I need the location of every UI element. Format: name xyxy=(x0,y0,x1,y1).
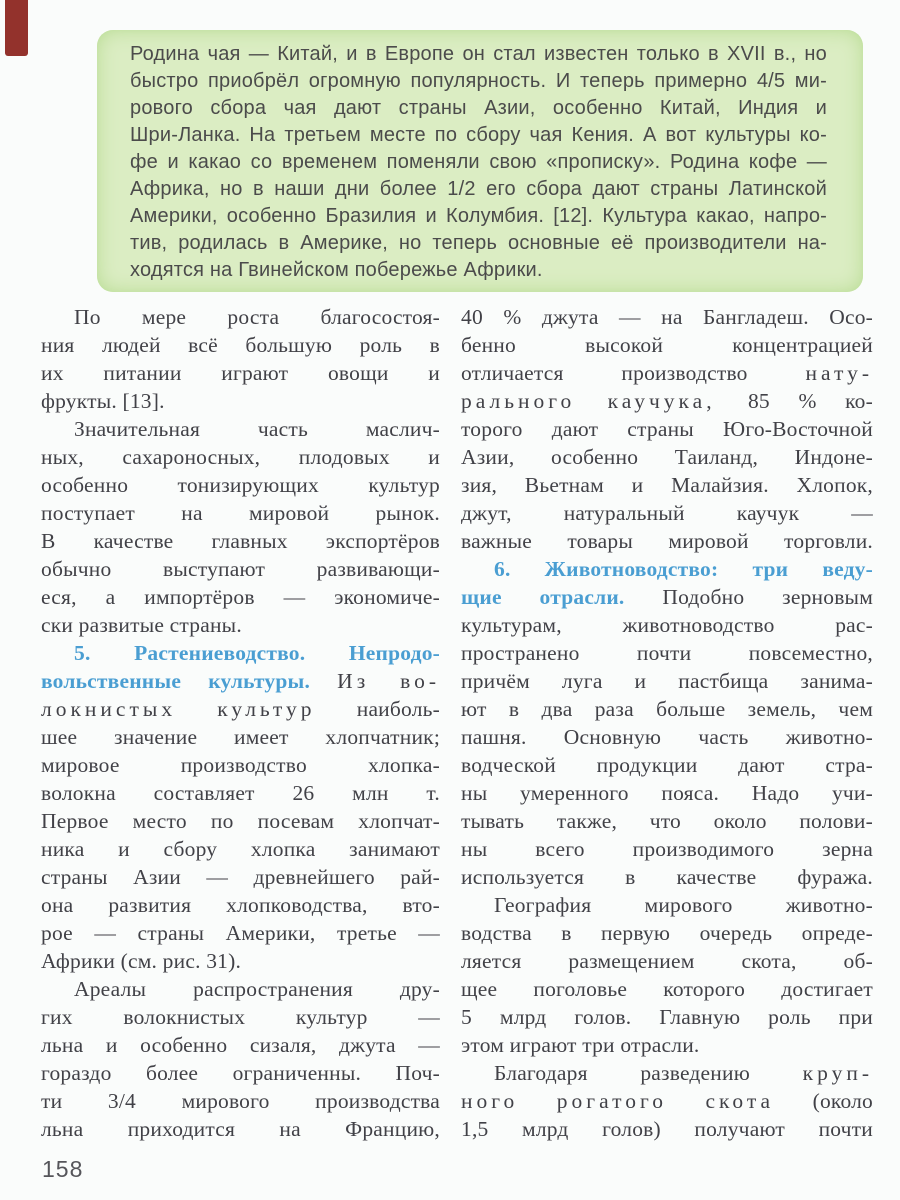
heading-text: щие отрасли. xyxy=(461,585,663,609)
body-text: мировое производство хлопка- xyxy=(41,753,440,777)
body-text: География мирового животно- xyxy=(494,893,873,917)
body-text: фрукты. [13]. xyxy=(41,389,165,413)
text-line xyxy=(461,1031,873,1059)
body-text: Африки (см. рис. 31). xyxy=(41,949,242,973)
text-line xyxy=(41,359,440,387)
text-line xyxy=(41,1059,440,1087)
right-column xyxy=(461,303,873,1143)
text-line xyxy=(41,387,440,415)
text-line xyxy=(461,443,873,471)
text-line xyxy=(41,835,440,863)
body-text: ника и сбору хлопка занимают xyxy=(41,837,440,861)
body-text: важные товары мировой торговли. xyxy=(461,529,873,553)
body-text: ных, сахароносных, плодовых и xyxy=(41,445,440,469)
body-text: торого дают страны Юго-Восточной xyxy=(461,417,873,441)
text-line xyxy=(130,176,827,203)
text-line xyxy=(461,611,873,639)
body-text: она развития хлопководства, вто- xyxy=(41,893,440,917)
body-text: тывать также, что около полови- xyxy=(461,809,873,833)
text-line xyxy=(130,95,827,122)
text-line xyxy=(41,499,440,527)
text-line xyxy=(130,68,827,95)
body-text: Африка, но в наши дни более 1/2 его сбора дают страны Латинской xyxy=(130,178,827,200)
body-text: 40 % джута — на Бангладеш. Осо- xyxy=(461,305,873,329)
body-text: обычно выступают развивающи- xyxy=(41,557,440,581)
body-text: В качестве главных экспортёров xyxy=(41,529,440,553)
text-line xyxy=(461,863,873,891)
body-text: отличается производство xyxy=(461,361,806,385)
body-text: поступает на мировой рынок. xyxy=(41,501,440,525)
body-text: их питании играют овощи и xyxy=(41,361,440,385)
text-line xyxy=(41,1115,440,1143)
body-text: водства в первую очередь опреде- xyxy=(461,921,873,945)
text-line xyxy=(461,751,873,779)
body-text: шее значение имеет хлопчатник; xyxy=(41,725,440,749)
body-text: рового сбора чая дают страны Азии, особенно Китай, Индия и xyxy=(130,97,827,119)
body-text: Шри-Ланка. На третьем месте по сбору чая Кения. А вот культуры ко- xyxy=(130,124,827,146)
text-line xyxy=(41,779,440,807)
body-text: гих волокнистых культур — xyxy=(41,1005,440,1029)
emphasized-text: круп- xyxy=(802,1061,873,1085)
body-text: щее поголовье которого достигает xyxy=(461,977,873,1001)
left-column xyxy=(41,303,440,1143)
body-text: фе и какао со временем поменяли свою «прописку». Родина кофе — xyxy=(130,151,827,173)
body-text: Ареалы распространения дру- xyxy=(74,977,440,1001)
body-text: 85 % ко- xyxy=(747,389,873,413)
text-line xyxy=(461,331,873,359)
text-line xyxy=(461,527,873,555)
body-text: Значительная часть маслич- xyxy=(74,417,440,441)
body-text: ски развитые страны. xyxy=(41,613,242,637)
section-heading-line xyxy=(461,555,873,583)
text-line xyxy=(461,359,873,387)
section-heading-line xyxy=(461,583,873,611)
text-line xyxy=(130,149,827,176)
text-line xyxy=(41,863,440,891)
body-text: быстро приобрёл огромную популярность. И теперь примерно 4/5 ми- xyxy=(130,70,827,92)
info-box xyxy=(97,30,863,292)
body-text: ют в два раза больше земель, чем xyxy=(461,697,873,721)
text-line xyxy=(461,1115,873,1143)
text-line xyxy=(461,1087,873,1115)
body-text: еся, а импортёров — экономиче- xyxy=(41,585,440,609)
text-line xyxy=(461,499,873,527)
text-line xyxy=(41,695,440,723)
body-text: Первое место по посевам хлопчат- xyxy=(41,809,440,833)
text-line xyxy=(41,807,440,835)
text-line xyxy=(461,1003,873,1031)
text-line xyxy=(41,415,440,443)
body-text: пашня. Основную часть животно- xyxy=(461,725,873,749)
text-line xyxy=(461,639,873,667)
body-text: Родина чая — Китай, и в Европе он стал известен только в XVII в., но xyxy=(130,43,827,65)
body-text: бенно высокой концентрацией xyxy=(461,333,873,357)
body-text: ляется размещением скота, об- xyxy=(461,949,873,973)
body-text: льна и особенно сизаля, джута — xyxy=(41,1033,440,1057)
text-line xyxy=(41,1087,440,1115)
text-line xyxy=(41,751,440,779)
body-text: культурам, животноводство рас- xyxy=(461,613,873,637)
body-text: 5 млрд голов. Главную роль при xyxy=(461,1005,873,1029)
body-text: ны умеренного пояса. Надо учи- xyxy=(461,781,873,805)
text-line xyxy=(41,891,440,919)
text-line xyxy=(461,891,873,919)
emphasized-text: ного рогатого скота xyxy=(461,1089,813,1113)
emphasized-text: локнистых культур xyxy=(41,697,357,721)
body-text: особенно тонизирующих культур xyxy=(41,473,440,497)
text-line xyxy=(461,975,873,1003)
text-line xyxy=(41,471,440,499)
body-text: используется в качестве фуража. xyxy=(461,865,873,889)
text-line xyxy=(461,723,873,751)
text-line xyxy=(461,471,873,499)
emphasized-text: нату- xyxy=(805,361,873,385)
body-text: причём луга и пастбища занима- xyxy=(461,669,873,693)
text-line xyxy=(461,919,873,947)
body-text: Благодаря разведению xyxy=(494,1061,803,1085)
text-line xyxy=(461,779,873,807)
body-text: страны Азии — древнейшего рай- xyxy=(41,865,440,889)
text-line xyxy=(461,1059,873,1087)
red-bookmark xyxy=(5,0,28,56)
text-line xyxy=(130,203,827,230)
text-line xyxy=(41,611,440,639)
text-line xyxy=(41,303,440,331)
body-text: рое — страны Америки, третье — xyxy=(41,921,440,945)
page-number: 158 xyxy=(42,1156,84,1182)
body-text: ны всего производимого зерна xyxy=(461,837,873,861)
text-line xyxy=(41,527,440,555)
body-text: Америки, особенно Бразилия и Колумбия. [12]. Культура какао, напро- xyxy=(130,205,827,227)
emphasized-text: Из во- xyxy=(337,669,440,693)
text-line xyxy=(41,1003,440,1031)
body-text: льна приходится на Францию, xyxy=(41,1117,440,1141)
body-text: ния людей всё большую роль в xyxy=(41,333,440,357)
heading-text: вольственные культуры. xyxy=(41,669,338,693)
text-line xyxy=(41,919,440,947)
text-line xyxy=(461,303,873,331)
section-heading-line xyxy=(41,639,440,667)
body-text: (около xyxy=(812,1089,873,1113)
section-heading-line xyxy=(41,667,440,695)
body-text: джут, натуральный каучук — xyxy=(461,501,873,525)
text-line xyxy=(41,947,440,975)
text-line xyxy=(461,667,873,695)
text-line xyxy=(461,947,873,975)
text-line xyxy=(461,835,873,863)
text-line xyxy=(461,387,873,415)
body-text: наиболь- xyxy=(356,697,440,721)
text-line xyxy=(130,41,827,68)
body-text: этом играют три отрасли. xyxy=(461,1033,700,1057)
emphasized-text: рального каучука, xyxy=(461,389,748,413)
body-text: пространено почти повсеместно, xyxy=(461,641,873,665)
text-line xyxy=(130,230,827,257)
body-text: По мере роста благосостоя- xyxy=(74,305,440,329)
body-text: ти 3/4 мирового производства xyxy=(41,1089,440,1113)
heading-text: 5. Растениеводство. Непродо- xyxy=(74,641,440,665)
text-line xyxy=(130,122,827,149)
text-line xyxy=(41,555,440,583)
text-line xyxy=(461,415,873,443)
text-line xyxy=(41,583,440,611)
body-text: волокна составляет 26 млн т. xyxy=(41,781,440,805)
text-line xyxy=(41,723,440,751)
body-text: гораздо более ограниченны. Поч- xyxy=(41,1061,440,1085)
body-text: 1,5 млрд голов) получают почти xyxy=(461,1117,873,1141)
body-text: тив, родилась в Америке, но теперь основные её производители на- xyxy=(130,232,827,254)
text-line xyxy=(41,1031,440,1059)
body-text: зия, Вьетнам и Малайзия. Хлопок, xyxy=(461,473,873,497)
text-line xyxy=(461,695,873,723)
body-text: ходятся на Гвинейском побережье Африки. xyxy=(130,259,543,281)
body-text: водческой продукции дают стра- xyxy=(461,753,873,777)
text-line xyxy=(461,807,873,835)
body-text: Подобно зерновым xyxy=(662,585,873,609)
body-text: Азии, особенно Таиланд, Индоне- xyxy=(461,445,873,469)
text-line xyxy=(41,443,440,471)
heading-text: 6. Животноводство: три веду- xyxy=(494,557,873,581)
text-line xyxy=(130,257,827,284)
text-line xyxy=(41,975,440,1003)
text-line xyxy=(41,331,440,359)
